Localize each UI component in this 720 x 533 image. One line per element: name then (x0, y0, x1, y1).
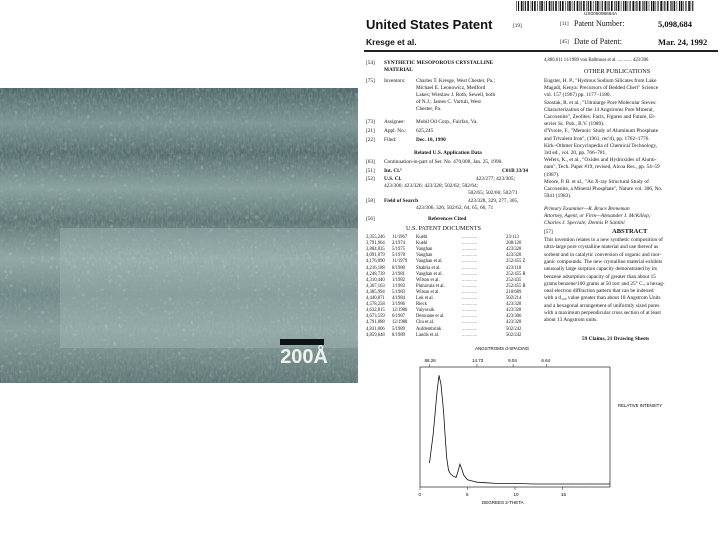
leader-dots: ............. (462, 332, 478, 338)
barcode-bar (630, 1, 631, 11)
barcode-bar (534, 1, 536, 11)
field-search-line: 423/328, 329, 277, 305, (468, 198, 519, 204)
barcode-bar (562, 1, 564, 11)
data-point (467, 480, 468, 481)
x-tick-label: 0 (418, 492, 422, 497)
barcode-bar (692, 1, 693, 11)
doc-date: 11/1967 (392, 235, 408, 240)
doc-date: 3/1986 (392, 302, 406, 308)
field-code: [58] (366, 198, 375, 204)
table-row (366, 334, 536, 340)
abstract-line: sorbent and in catalytic conversion of organic and inor- (544, 251, 662, 258)
data-point (443, 403, 444, 404)
barcode-bar (597, 1, 599, 11)
top-tick-label: 6.64 (541, 358, 551, 363)
leader-dots: ............. (462, 247, 478, 253)
doc-number: 4,673,559 (366, 314, 385, 320)
leader-dots: ............. (462, 265, 478, 271)
doc-class: 502/242 (506, 326, 522, 332)
other-pubs-heading: OTHER PUBLICATIONS (584, 68, 651, 75)
leader-dots: ............. (462, 283, 478, 289)
examiner-line: Attorney, Agent, or Firm—Alexander J. McKillop; (544, 213, 651, 219)
publication-line: d'Yvoire, F., "Memoir: Study of Aluminum Phosphate (544, 128, 659, 135)
field-search-label: Field of Search (384, 198, 419, 204)
doc-date: 1/1983 (392, 283, 406, 289)
barcode-bar (559, 1, 560, 11)
title-code: [19] (513, 23, 522, 29)
leader-dots: ............. (462, 320, 478, 326)
x-tick-label: 15 (561, 492, 567, 497)
reference-continued: 4,880,611 11/1989 von Ballmoos et al. ............ 423/306 (544, 58, 649, 63)
abstract-line: with a d₁₀₀ value greater than about 18 Angstrom Units (544, 295, 661, 302)
doc-number: 4,367,163 (366, 283, 385, 289)
barcode-bar (664, 1, 665, 11)
doc-class: 423/328 (506, 308, 522, 314)
data-point (444, 429, 445, 430)
data-point (610, 484, 611, 485)
field-code: [22] (366, 137, 375, 143)
barcode-bar (531, 1, 532, 11)
field-code: [52] (366, 176, 375, 182)
data-point (456, 477, 457, 478)
field-code: [21] (366, 128, 375, 134)
leader-dots: ............. (462, 308, 478, 314)
barcode-bar (653, 1, 655, 11)
data-point (463, 475, 464, 476)
doc-date: 11/1979 (392, 259, 408, 265)
barcode-bar (527, 1, 529, 11)
data-point (472, 481, 473, 482)
doc-number: 4,216,188 (366, 265, 385, 271)
barcode-bar (644, 1, 645, 11)
related-heading: Related U.S. Application Data (414, 150, 482, 156)
publication-line: (1987). (544, 171, 560, 178)
barcode-bar (579, 1, 580, 11)
barcode-bar (532, 1, 533, 11)
data-point (448, 470, 449, 471)
barcode-bar (642, 1, 643, 11)
barcode-bar (521, 1, 523, 11)
doc-name: Wilson et al. (416, 289, 440, 295)
publication-line: Wefers, K., et al., "Oxides and Hydroxides of Alumi- (544, 157, 657, 164)
field-label: Assignee: (384, 119, 405, 125)
barcode-bar (614, 1, 615, 11)
publication-line: sevier Sc. Pub., B.V. (1989). (544, 121, 605, 128)
int-cl-label: Int. Cl.⁵ (384, 168, 402, 174)
barcode-bar (628, 1, 629, 11)
leader-dots: ............. (462, 253, 478, 259)
invention-title-line: MATERIAL (384, 67, 413, 73)
barcode-bar (636, 1, 637, 11)
diffraction-series-line (430, 375, 611, 484)
doc-class: 210/689 (506, 289, 522, 295)
barcode-bar (572, 1, 573, 11)
field-search-line: 423/306, 326; 502/62, 64, 65, 66, 71 (416, 205, 494, 211)
doc-class: 423/328 (506, 253, 522, 259)
us-cl-line: 423/277; 423/305; (476, 176, 515, 182)
barcode-bar (553, 1, 554, 11)
doc-name: Rieck (416, 302, 427, 308)
doc-class: 502/242 (506, 332, 522, 338)
doc-class: 252/435 (506, 277, 522, 283)
barcode-bar (649, 1, 650, 11)
doc-name: Landis et al. (416, 332, 440, 338)
barcode-bar (574, 1, 575, 11)
doc-class: 23/113 (506, 235, 519, 240)
doc-class: 423/118 (506, 265, 522, 271)
barcode-bar (583, 1, 585, 11)
barcode-image (516, 1, 696, 11)
field-label: Appl. No.: (384, 128, 407, 134)
top-tick-label: 9.04 (508, 358, 517, 363)
doc-date: 6/1987 (392, 314, 406, 320)
publication-line: Szostak, R. et al., "Ultralarge Pore Molecular Sieves: (544, 99, 657, 106)
xrd-chart (404, 345, 674, 515)
invention-title-line: SYNTHETIC MESOPOROUS CRYSTALLINE (384, 60, 494, 66)
barcode-bar (602, 1, 603, 11)
barcode-bar (516, 1, 517, 11)
doc-date: 8/1980 (392, 265, 406, 271)
data-point (496, 483, 497, 484)
scale-label: 200Å (280, 346, 328, 368)
inventor-line: Chester, Pa. (416, 106, 442, 112)
barcode-bar (667, 1, 669, 11)
barcode-bar (549, 1, 551, 11)
barcode-bar (518, 1, 519, 11)
data-point (437, 391, 438, 392)
inventor-line: Charles T. Kresge, West Chester, Pa.; (416, 78, 495, 84)
doc-class: 423/306 (506, 314, 522, 320)
barcode-bar (681, 1, 683, 11)
abstract-line: This invention relates to a new synthetic composition of (544, 237, 663, 243)
data-point (441, 384, 442, 385)
abstract-line: with a maximum perpendicular cross section of at least (544, 310, 661, 316)
publication-line: Moore, P. B. et al., "An X-ray Structural Study of (544, 178, 649, 185)
publication-line: Kirk–Othmer Encyclopedia of Chemical Technology, (544, 142, 658, 149)
leader-dots: ............. (462, 259, 478, 265)
top-axis-label: ANGSTROMS d-SPACING (475, 346, 530, 351)
leader-dots: ............. (462, 326, 478, 332)
leader-dots: ............. (462, 314, 478, 320)
barcode-bar (525, 1, 526, 11)
publication-line: and Trivalent Iron", (1961, rec'd), pp. 1762–1776. (544, 135, 650, 142)
number-code: [11] (560, 21, 569, 27)
doc-date: 12/1986 (392, 308, 408, 314)
data-point (477, 482, 478, 483)
field-code: [56] (366, 216, 375, 222)
barcode-bar (679, 1, 680, 11)
date-label: Date of Patent: (574, 37, 622, 46)
abstract-line: and a hexagonal arrangement of uniformly sized pores (544, 302, 660, 309)
leader-dots: ............. (462, 235, 478, 240)
barcode-bar (683, 1, 684, 11)
abstract-code: [57] (544, 229, 553, 235)
barcode-bar (581, 1, 582, 11)
us-cl-line: 502/65; 502/66; 502/71 (468, 190, 518, 196)
barcode-bar (616, 1, 617, 11)
barcode-bar (632, 1, 634, 11)
doc-number: 4,440,871 (366, 296, 385, 301)
abstract-line: grams benzene/100 grams at 50 torr and 25° C., a hexag- (544, 280, 665, 287)
doc-name: Vaughan (416, 253, 433, 259)
doc-number: 3,355,246 (366, 235, 385, 240)
doc-name: Wilson et al. (416, 277, 440, 283)
barcode-bar (565, 1, 566, 11)
barcode-bar (618, 1, 620, 11)
doc-name: Chu et al. (416, 320, 435, 326)
data-point (453, 476, 454, 477)
doc-date: 1/1982 (392, 277, 406, 283)
data-point (591, 484, 592, 485)
data-point (444, 415, 445, 416)
data-point (553, 484, 554, 485)
barcode-bar (651, 1, 652, 11)
doc-number: 4,859,648 (366, 332, 385, 338)
inventor-line: Lakes; Wieslaw J. Roth, Sewell, both (416, 92, 496, 98)
publication-line: Magadi, Kenya: Precursors of Bedded Chert" Science (544, 85, 659, 92)
header-rule (364, 50, 718, 52)
patent-title: United States Patent (366, 17, 493, 32)
y-axis-label: RELATIVE INTENSITY (618, 403, 663, 408)
doc-number: 4,385,994 (366, 289, 385, 295)
doc-number: 4,791,088 (366, 320, 385, 326)
us-cl-line: 423/306; 423/326; 423/328; 502/62; 502/64; (384, 183, 479, 189)
doc-number: 4,248,739 (366, 271, 385, 277)
publication-line: vol. 157 (1967) pp. 1177–1180. (544, 92, 611, 99)
field-label: Filed: (384, 137, 397, 143)
doc-name: Vaughan et al. (416, 271, 443, 277)
doc-date: 5/1975 (392, 247, 406, 253)
barcode-bar (623, 1, 624, 11)
data-point (433, 433, 434, 434)
doc-number: 4,632,815 (366, 308, 385, 314)
barcode-bar (544, 1, 545, 11)
related-text: Continuation-in-part of Ser. No. 470,008, Jan. 25, 1990. (384, 159, 503, 165)
us-cl-label: U.S. Cl. (384, 176, 402, 182)
doc-date: 2/1981 (392, 271, 406, 277)
barcode-bar (625, 1, 627, 11)
barcode-bar (674, 1, 676, 11)
doc-class: 423/328 (506, 247, 522, 253)
data-point (450, 474, 451, 475)
field-code: [51] (366, 168, 375, 174)
doc-date: 2/1974 (392, 241, 406, 247)
field-code: [54] (366, 60, 375, 66)
x-axis-label: DEGREES 2-THETA (482, 500, 524, 505)
doc-class: 502/214 (506, 296, 522, 301)
leader-dots: ............. (462, 271, 478, 277)
refs-heading: References Cited (428, 216, 467, 222)
barcode-number: US005098684A (584, 11, 618, 16)
barcode-bar (586, 1, 587, 11)
doc-name: Vaughan et al. (416, 259, 443, 265)
publication-line: Cacoxenite", Zeolites: Facts, Figures and Future, El- (544, 114, 656, 120)
data-point (460, 464, 461, 465)
doc-name: Kuehl (416, 235, 428, 240)
inventor-line: of N.J.; James C. Vartuli, West (416, 99, 481, 105)
leader-dots: ............. (462, 289, 478, 295)
date-value: Mar. 24, 1992 (658, 37, 708, 47)
abstract-line: about 13 Angstrom units. (544, 317, 598, 324)
patent-number-value: 5,098,684 (658, 19, 692, 29)
electron-micrograph (0, 88, 358, 383)
inventor-line: Michael E. Leonowicz, Medford (416, 85, 486, 91)
barcode-bar (541, 1, 543, 11)
barcode-bar (646, 1, 648, 11)
barcode-bar (523, 1, 524, 11)
doc-number: 4,310,440 (366, 277, 385, 283)
abstract-line: ganic compounds. The new crystalline material exhibits (544, 258, 663, 265)
barcode-bar (607, 1, 608, 11)
doc-class: 252/455 R (506, 283, 526, 289)
doc-class: 252/455 R (506, 271, 526, 277)
doc-date: 5/1983 (392, 289, 406, 295)
barcode-bar (593, 1, 594, 11)
doc-date: 8/1989 (392, 332, 406, 338)
publication-line: 5941 (1983). (544, 193, 572, 200)
doc-name: Lok et al. (416, 296, 434, 301)
barcode-bar (560, 1, 561, 11)
barcode-bar (660, 1, 662, 11)
abstract-line: ultra-large pore crystalline material and use thereof as (544, 244, 659, 251)
doc-name: Derouane et al. (416, 314, 445, 320)
leader-dots: ............. (462, 302, 478, 308)
doc-number: 4,578,258 (366, 302, 385, 308)
field-code: [75] (366, 78, 375, 84)
publication-line: num", Tech. Paper #19, revised, Alcoa Res., pp. 54–59 (544, 164, 660, 171)
doc-date: 12/1988 (392, 320, 408, 326)
data-point (458, 471, 459, 472)
examiner-line: Charles J. Speciale; Dennis P. Santini (544, 220, 625, 226)
barcode-bar (685, 1, 686, 11)
doc-number: 4,831,006 (366, 326, 385, 332)
abstract-line: benzene adsorption capacity of greater than about 15 (544, 273, 656, 280)
patent-number-label: Patent Number: (574, 19, 625, 28)
doc-class: 423/328 (506, 302, 522, 308)
doc-number: 4,091,079 (366, 253, 385, 259)
patent-page (364, 0, 720, 533)
top-tick-label: 14.73 (472, 358, 484, 363)
appl-no-value: 625,245 (416, 128, 434, 134)
barcode-bar (546, 1, 547, 11)
publication-line: Eugster, H. P., "Hydrous Sodium Silicates from Lake (544, 78, 657, 84)
barcode-bar (577, 1, 579, 11)
doc-date: 5/1989 (392, 326, 406, 332)
top-tick-label: 88.26 (424, 358, 436, 363)
barcode-bar (658, 1, 659, 11)
barcode-bar (551, 1, 552, 11)
doc-name: Kuehl (416, 241, 428, 247)
doc-number: 3,884,835 (366, 247, 385, 253)
abstract-heading: ABSTRACT (612, 228, 648, 235)
leader-dots: ............. (462, 277, 478, 283)
data-point (486, 483, 487, 484)
abstract-line: unusually large sorption capacity demonstrated by its (544, 266, 657, 273)
int-cl-value: C01B 33/34 (502, 168, 529, 174)
inventor-line: Kresge et al. (366, 37, 417, 47)
us-docs-heading: U.S. PATENT DOCUMENTS (406, 225, 481, 232)
barcode-bar (656, 1, 657, 11)
data-point (462, 469, 463, 470)
leader-dots: ............. (462, 296, 478, 301)
barcode-bar (595, 1, 596, 11)
barcode-bar (600, 1, 601, 11)
x-tick-label: 10 (513, 492, 519, 497)
scale-bar (280, 339, 324, 345)
doc-name: Valyocsik (416, 308, 435, 314)
data-point (446, 457, 447, 458)
barcode-bar (639, 1, 641, 11)
doc-class: 423/328 (506, 320, 522, 326)
barcode-bar (588, 1, 589, 11)
barcode-bar (569, 1, 571, 11)
doc-name: Shabria et al. (416, 265, 441, 271)
data-point (515, 483, 516, 484)
leader-dots: ............. (462, 241, 478, 247)
barcode-bar (537, 1, 538, 11)
barcode-bar (567, 1, 568, 11)
data-point (439, 375, 440, 376)
claims-line: 59 Claims, 21 Drawing Sheets (582, 336, 650, 342)
doc-name: Vaughan (416, 247, 433, 253)
barcode-bar (609, 1, 610, 11)
barcode-bar (590, 1, 592, 11)
filed-value: Dec. 10, 1990 (416, 137, 446, 143)
data-point (429, 463, 430, 464)
examiner-line: Primary Examiner—R. Bruce Breneman (544, 206, 630, 212)
publication-line: Cacoxenite, a Mineral Phosphate", Nature vol. 306, No. (544, 186, 663, 192)
date-code: [45] (560, 39, 569, 45)
barcode-bar (691, 1, 692, 11)
publication-line: 3rd ed., vol. 20, pp. 766–781. (544, 150, 607, 156)
field-code: [73] (366, 119, 375, 125)
doc-class: 252/455 Z (506, 259, 526, 265)
barcode-bar (611, 1, 613, 11)
barcode-bar (635, 1, 636, 11)
barcode-bar (605, 1, 607, 11)
field-label: Inventors: (384, 78, 406, 84)
doc-date: 5/1978 (392, 253, 406, 259)
abstract-line: onal electron diffraction pattern that can be indexed (544, 288, 654, 295)
doc-class: 208/120 (506, 241, 522, 247)
barcode-bar (671, 1, 672, 11)
field-code: [63] (366, 159, 375, 165)
barcode-bar (677, 1, 678, 11)
barcode-bar (663, 1, 664, 11)
barcode-bar (688, 1, 690, 11)
barcode-bar (670, 1, 671, 11)
data-point (505, 483, 506, 484)
barcode-bar (621, 1, 622, 11)
assignee-value: Mobil Oil Corp., Fairfax, Va. (416, 119, 478, 125)
barcode-bar (555, 1, 557, 11)
doc-name: Aufdembrink (416, 326, 442, 332)
doc-number: 3,791,964 (366, 241, 385, 247)
data-point (572, 484, 573, 485)
x-tick-label: 5 (466, 492, 469, 497)
publication-line: Characterization of the 14 Angstroms Pore Mineral, (544, 106, 654, 113)
doc-name: Pinnavaia et al. (416, 283, 445, 289)
doc-date: 4/1984 (392, 296, 406, 301)
data-point (534, 484, 535, 485)
barcode-bar (539, 1, 540, 11)
doc-number: 4,176,090 (366, 259, 385, 265)
